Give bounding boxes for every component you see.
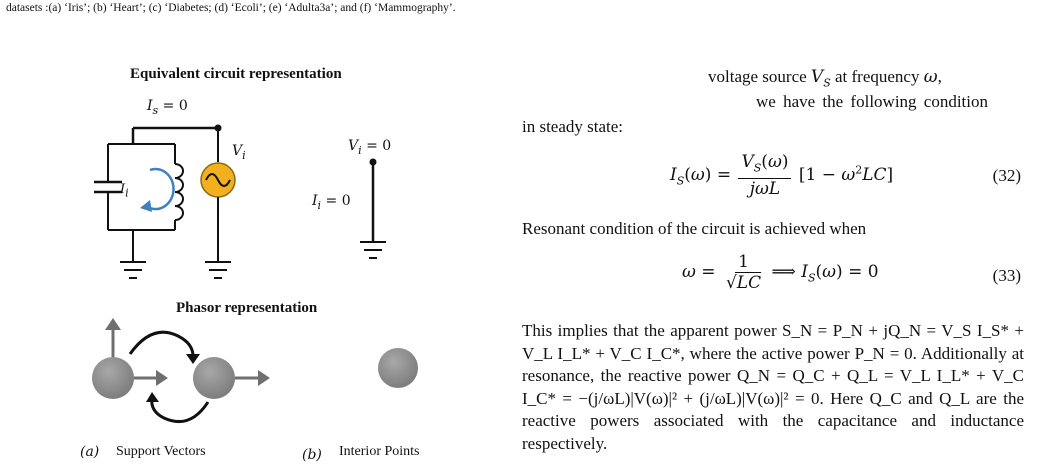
circuit-diagram bbox=[80, 90, 420, 300]
ii-zero-label: $I_i = 0$ bbox=[312, 193, 351, 212]
resonant-sentence: Resonant condition of the circuit is achieved when bbox=[522, 219, 867, 238]
vi-label: $V_i$ bbox=[232, 143, 246, 162]
equation-33-number: (33) bbox=[992, 266, 1021, 285]
ii-label: $I_i$ bbox=[120, 182, 129, 200]
interior-point-node bbox=[378, 348, 418, 388]
phasor-title: Phasor representation bbox=[176, 300, 318, 316]
equation-32: $I_S(\omega)$ = $\frac{V_S(\omega)}{\text{jωL}}$ $[1 - \omega^2LC]$ bbox=[670, 152, 894, 200]
subfig-b-caption: Interior Points bbox=[339, 444, 420, 459]
support-vector-node-1 bbox=[92, 357, 134, 399]
subfig-b-tag: (b) bbox=[302, 447, 322, 463]
subfig-a-tag: (a) bbox=[80, 444, 100, 460]
phasor-diagram bbox=[80, 318, 440, 428]
figure-caption-fragment: datasets :(a) ‘Iris’; (b) ‘Heart’; (c) ‘Diabetes; (d) ‘Ecoli’; (e) ‘Adulta3a’; and (f) ‘Mammography’. bbox=[6, 2, 456, 14]
subfig-a-caption: Support Vectors bbox=[116, 444, 206, 459]
text-line-2: we have the following condition bbox=[756, 92, 989, 111]
equation-32-number: (32) bbox=[992, 166, 1021, 185]
is-label: $I_s = 0$ bbox=[147, 98, 188, 117]
circuit-title: Equivalent circuit representation bbox=[130, 66, 342, 82]
equation-33: ω = $\frac{1}{√LC}$ ⟹ $I_S(\omega) = 0$ bbox=[682, 252, 879, 293]
support-vector-node-2 bbox=[193, 357, 235, 399]
final-paragraph: This implies that the apparent power S_N = P_N + jQ_N = V_S I_S* + V_L I_L* + V_C I_C*, where the active power P_N = 0. Additionally at resonance, the reactive power Q_N = Q_C + Q_L = V_L I_L* + V_C I_C* = −(j/ωL)|V(ω)|² + (j/ωL)|V(ω)|² = 0. Here Q_C and Q_L are the reactive powers associated with the capacitance and inductance respectively. bbox=[522, 321, 1024, 453]
text-line-3: in steady state: bbox=[522, 117, 624, 136]
text-line-1: voltage source $V_S$ at frequency ω, bbox=[708, 67, 942, 90]
vi-zero-label: $V_i = 0$ bbox=[348, 138, 392, 157]
